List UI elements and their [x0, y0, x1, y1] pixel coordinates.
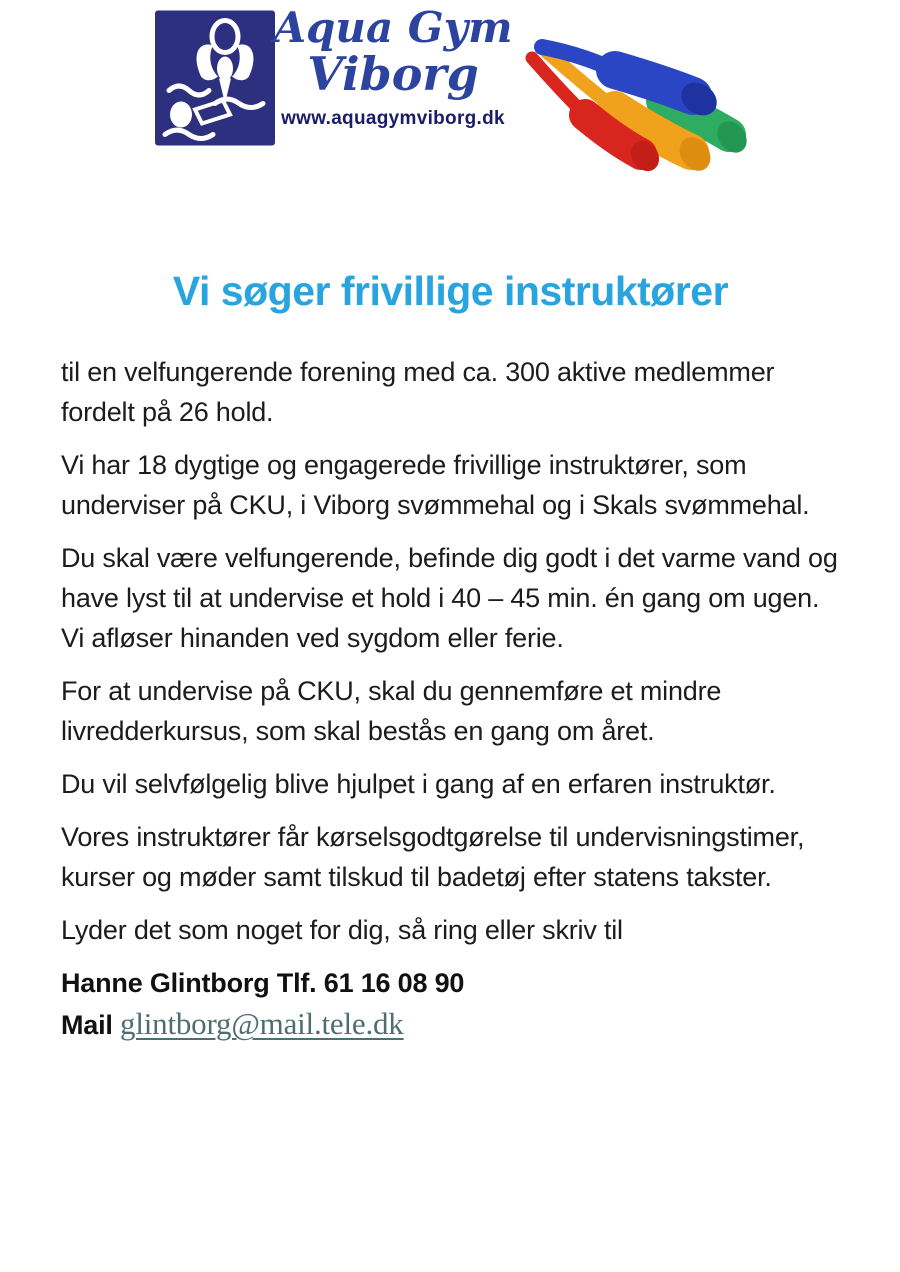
body-text — [61, 352, 840, 950]
paragraph-intro: til en velfungerende forening med ca. 300 aktive medlemmer fordelt på 26 hold. — [61, 357, 775, 427]
email-link[interactable]: glintborg@mail.tele.dk — [120, 1006, 404, 1041]
mail-label: Mail — [61, 1010, 121, 1040]
contact-name-phone: Hanne Glintborg Tlf. 61 16 08 90 — [61, 968, 465, 998]
paragraph-instructors: Vi har 18 dygtige og engagerede frivillige instruktører, som underviser på CKU, i Viborg svømmehal og i Skals svømmehal. — [61, 450, 810, 520]
pool-noodles-icon — [515, 25, 775, 175]
header — [0, 0, 900, 210]
paragraph-requirements: Du skal være velfungerende, befinde dig godt i det varme vand og have lyst til at undervise et hold i 40 – 45 min. én gang om ugen. Vi afløser hinanden ved sygdom eller ferie. — [61, 543, 838, 653]
contact-mail-line — [61, 1003, 840, 1046]
logo-name-line2: Viborg — [307, 47, 479, 101]
swimmer-logo-icon — [155, 10, 275, 146]
page-title: Vi søger frivillige instruktører — [172, 268, 729, 314]
logo-website-url: www.aquagymviborg.dk — [281, 108, 505, 129]
flyer-content — [61, 266, 840, 1046]
paragraph-help: Du vil selvfølgelig blive hjulpet i gang af en erfaren instruktør. — [61, 769, 776, 799]
paragraph-cku-course: For at undervise på CKU, skal du gennemføre et mindre livredderkursus, som skal bestås en gang om året. — [61, 676, 722, 746]
logo-wordmark — [268, 2, 518, 130]
paragraph-call-to-action: Lyder det som noget for dig, så ring eller skriv til — [61, 915, 623, 945]
logo-name-line1: Aqua Gym — [273, 3, 513, 52]
club-logo — [155, 10, 275, 146]
contact-section — [61, 963, 840, 1046]
paragraph-compensation: Vores instruktører får kørselsgodtgørelse til undervisningstimer, kurser og møder samt tilskud til badetøj efter statens takster. — [61, 822, 805, 892]
pool-noodles-image — [515, 25, 775, 175]
